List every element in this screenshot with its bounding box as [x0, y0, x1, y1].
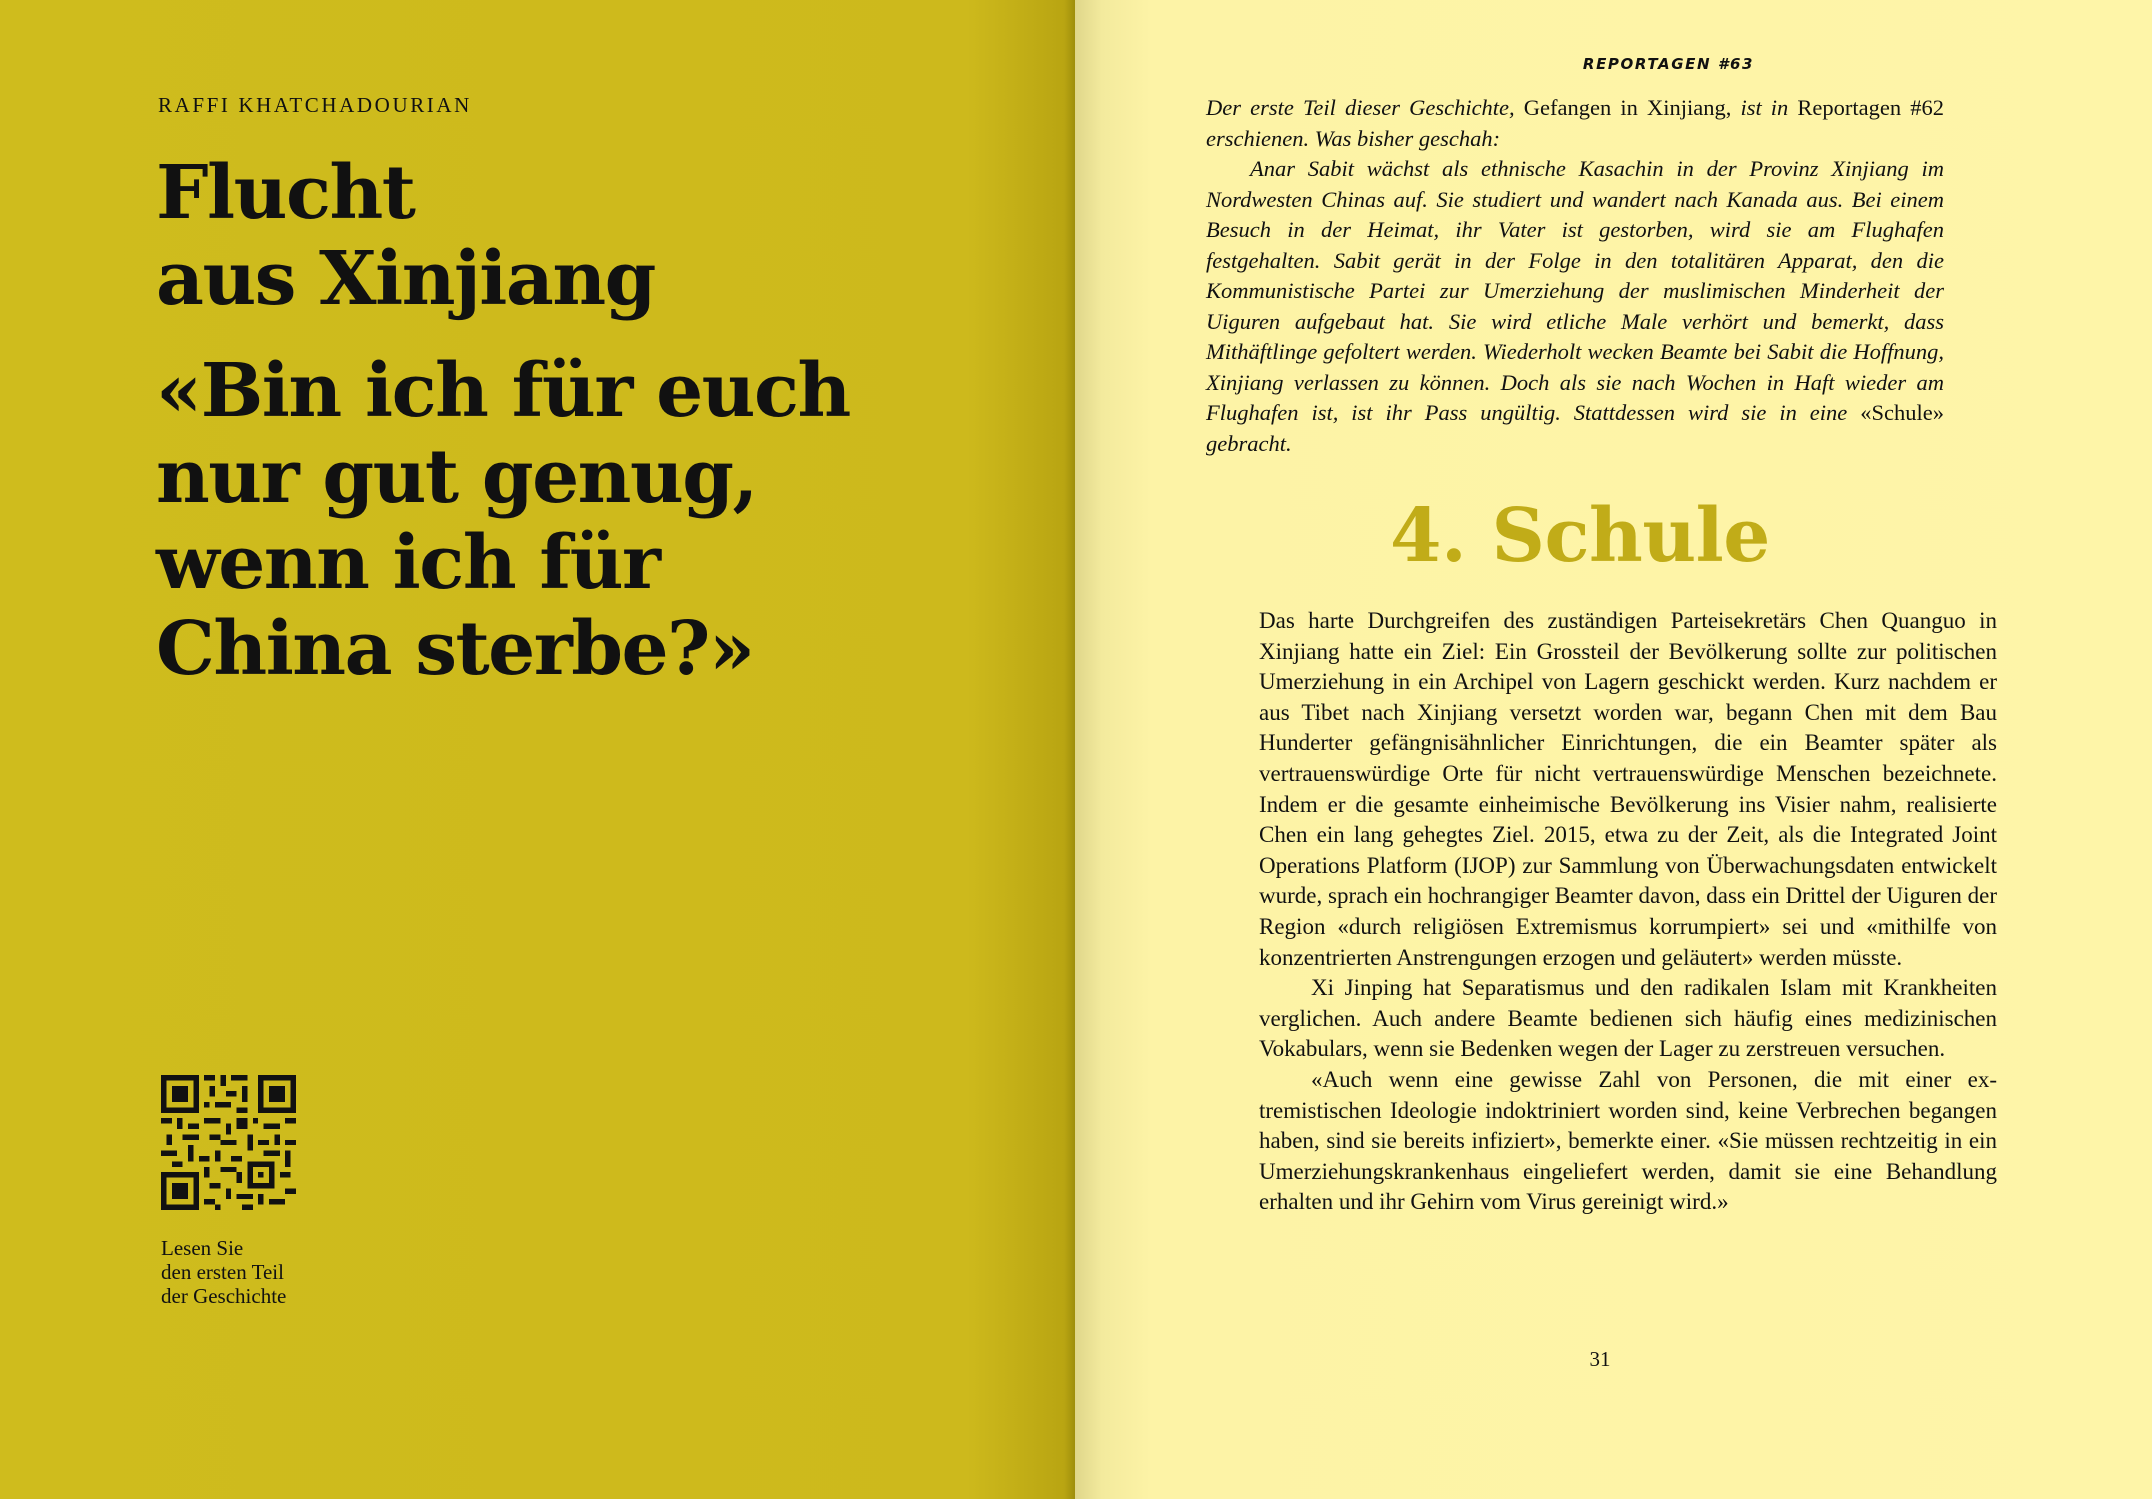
section-heading: 4. Schule: [1390, 493, 1770, 579]
quote-line: China sterbe?»: [156, 606, 754, 692]
page-number: 31: [1589, 1347, 1611, 1371]
summary-school: «Schule»: [1847, 400, 1944, 425]
intro-lead-text: Der erste Teil dieser Geschichte,: [1206, 95, 1515, 120]
intro-summary: [1206, 93, 1944, 459]
title-line: aus Xinjiang: [156, 236, 655, 322]
intro-lead: [1206, 93, 1944, 154]
qr-caption-line: Lesen Sie: [161, 1236, 244, 1260]
summary-text: Anar Sabit wächst als ethnische Kasachin in der Provinz Xinjiang im Nordwesten Chinas auf. Sie studiert und wandert nach Kanada aus. Bei einem Besuch in der Heimat, ihr Vater ist gestorben, wird sie am Flughafen festgehalten. Sabit gerät in der Folge in den totalitären Apparat, den die Kommunistische Partei zur Umerziehung der muslimischen Minderheit der Uiguren aufgebaut hat. Sie wird etliche Male verhört und bemerkt, dass Mithäftlinge gefoltert werden. Wiederholt wecken Beamte bei Sabit die Hoffnung, Xinjiang verlassen zu können. Doch als sie nach Wochen in Haft wieder am Flughafen ist, ist ihr Pass ungültig. Stattdessen wird sie in eine: [1206, 156, 1944, 425]
body-paragraph: «Auch wenn eine gewisse Zahl von Personen, die mit einer extremistischen Ideologie indoktriniert worden sind, keine Verbrechen begangen haben, sind sie bereits infiziert», bemerkte einer. «Sie müssen rechtzeitig in ein Umerziehungskrankenhaus eingeliefert werden, damit sie eine Behandlung erhalten und ihr Gehirn vom Virus gereinigt wird.»: [1259, 1066, 1997, 1215]
qr-caption: [161, 1236, 286, 1308]
running-head: REPORTAGEN #63: [1582, 55, 1755, 73]
intro-lead-text: erschienen. Was bisher geschah:: [1206, 125, 1501, 151]
intro-lead-text: ist in: [1731, 95, 1789, 120]
body-paragraph: Xi Jinping hat Separatismus und den radikalen Islam mit Krankheiten verglichen. Auch andere Beamte bedienen sich häufig eines medizinischen Vokabulars, wenn sie Bedenken wegen der Lager zu zerstreuen versuchen.: [1259, 975, 1997, 1062]
qr-code[interactable]: [161, 1075, 296, 1210]
magazine-issue: Reportagen #62: [1788, 95, 1944, 120]
article-title: [156, 150, 1056, 692]
qr-caption-line: der Geschichte: [161, 1284, 287, 1308]
author-name: RAFFI KHATCHADOURIAN: [158, 93, 472, 117]
title-quote: [156, 348, 1056, 692]
quote-line: nur gut genug,: [156, 434, 757, 520]
title-main: [156, 150, 1056, 322]
previous-part-title: Gefangen in Xinjiang,: [1514, 95, 1732, 120]
qr-caption-line: den ersten Teil: [161, 1260, 284, 1284]
intro-summary-text: [1206, 154, 1944, 459]
title-line: Flucht: [156, 150, 415, 236]
left-page: [0, 0, 1075, 1499]
body-text: [1259, 606, 1997, 1218]
body-paragraph: Das harte Durchgreifen des zuständigen Parteisekretärs Chen Quanguo in Xinjiang hatte ein Ziel: Ein Grossteil der Bevölkerung sollte zur politischen Umerziehung in ein Archipel von Lagern geschickt werden. Kurz nachdem er aus Tibet nach Xinjiang versetzt worden war, begann Chen mit dem Bau Hunderter gefängnisähnlicher Einrichtungen, die ein Beamter später als vertrauenswürdige Orte für nicht vertrauenswürdige Menschen bezeichnete. Indem er die gesamte einheimische Bevölkerung ins Visier nahm, realisierte Chen ein lang gehegtes Ziel. 2015, etwa zu der Zeit, als die Integrated Joint Operations Platform (IJOP) zur Sammlung von Überwachungsdaten entwickelt wurde, sprach ein hochrangiger Beamter davon, dass ein Drittel der Uiguren der Region «durch religiösen Extremismus korrumpiert» sei und «mithilfe von konzentrierten Anstrengungen erzogen und geläutert» werden müsste.: [1259, 608, 1997, 970]
quote-line: «Bin ich für euch: [156, 348, 850, 434]
quote-line: wenn ich für: [156, 520, 660, 606]
summary-text: gebracht.: [1206, 430, 1292, 456]
